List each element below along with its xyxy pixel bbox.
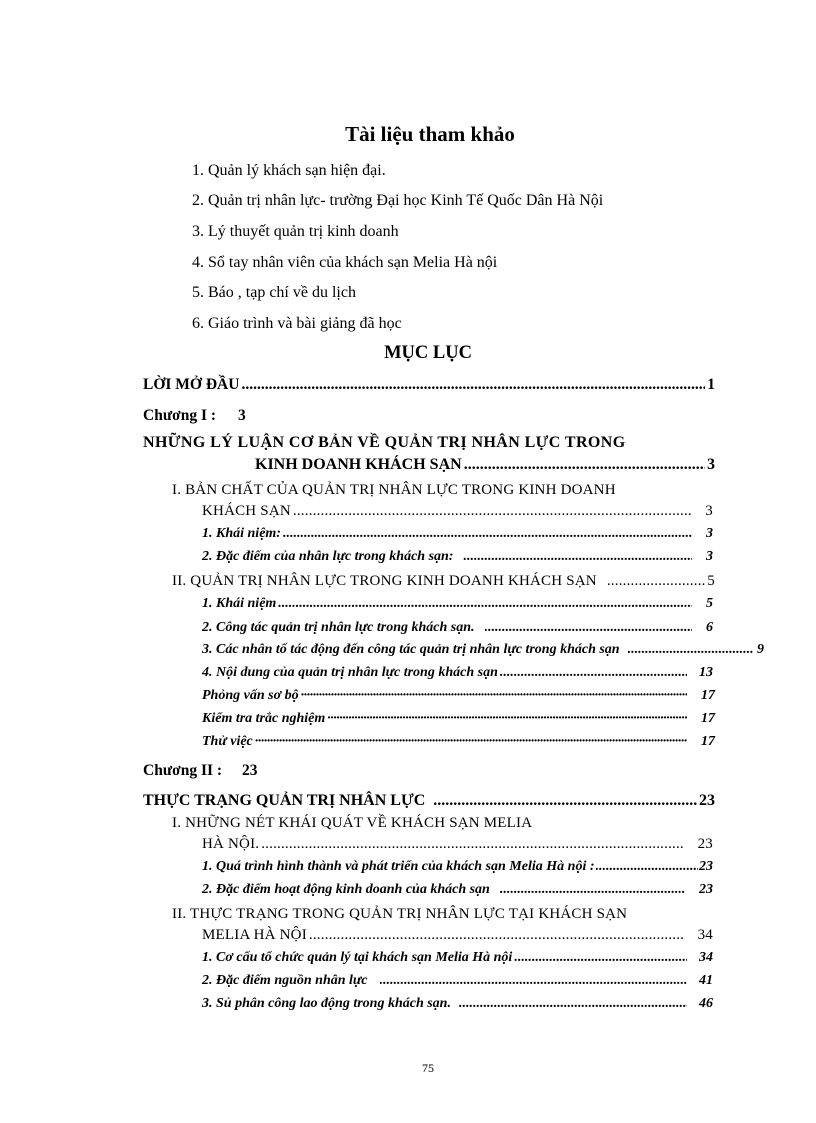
references-title: Tài liệu tham khảo: [345, 122, 515, 146]
chapter-2-heading[interactable]: [143, 762, 258, 780]
toc-entry-page: 3: [705, 503, 713, 519]
dot-leader: [514, 950, 687, 966]
toc-entry-page: 1: [707, 376, 715, 393]
toc-entry-label: Thử việc: [202, 734, 253, 749]
dot-leader: [628, 642, 753, 658]
toc-entry-page: 9: [757, 642, 764, 657]
dot-leader: [433, 792, 697, 810]
toc-entry-label: 4. Nội dung của quản trị nhân lực trong khách sạn: [202, 665, 498, 680]
toc-entry-page: 6: [706, 620, 713, 635]
chapter-2-section-1[interactable]: [202, 836, 713, 853]
reference-item: 3. Lý thuyết quản trị kinh doanh: [192, 223, 399, 240]
chapter-1-title-line1: NHỮNG LÝ LUẬN CƠ BẢN VỀ QUẢN TRỊ NHÂN LỰC TRONG: [143, 434, 626, 451]
chapter-1-title-line2[interactable]: [255, 456, 715, 474]
chapter-2-title[interactable]: [143, 792, 715, 810]
dot-leader: [459, 996, 687, 1012]
toc-entry-label: II. QUẢN TRỊ NHÂN LỰC TRONG KINH DOANH KHÁCH SẠN: [172, 573, 597, 589]
toc-entry-label: 1. Quá trình hình thành và phát triển của khách sạn Melia Hà nội :: [202, 859, 595, 874]
toc-entry-page: 46: [699, 996, 713, 1011]
toc-entry-page: 23: [699, 792, 715, 809]
toc-entry-label: KHÁCH SẠN: [202, 503, 291, 519]
toc-entry[interactable]: [202, 620, 713, 636]
dot-leader: [241, 376, 705, 394]
dot-leader: [500, 665, 687, 681]
toc-entry-label: 2. Đặc điểm hoạt động kinh doanh của khách sạn: [202, 882, 490, 897]
toc-entry-page: 5: [706, 596, 713, 611]
reference-item: 4. Sổ tay nhân viên của khách sạn Melia Hà nội: [192, 254, 498, 271]
reference-item: 1. Quản lý khách sạn hiện đại.: [192, 162, 386, 179]
dot-leader: [309, 927, 684, 944]
chapter-1-section-1[interactable]: [202, 503, 713, 520]
dot-leader: [464, 456, 705, 474]
toc-entry-page: 17: [701, 711, 715, 726]
toc-entry-label: 3. Sủ phân công lao động trong khách sạn.: [202, 996, 451, 1011]
chapter-heading-label: Chương II :: [143, 762, 223, 779]
toc-entry[interactable]: [202, 596, 713, 612]
toc-entry[interactable]: [202, 882, 713, 898]
chapter-1-section-1-line1: I. BẢN CHẤT CỦA QUẢN TRỊ NHÂN LỰC TRONG KINH DOANH: [172, 482, 616, 498]
toc-entry-page: 3: [707, 456, 715, 473]
toc-entry-intro[interactable]: [143, 376, 715, 394]
toc-entry-label: LỜI MỞ ĐẦU: [143, 376, 240, 393]
dot-leader: [380, 973, 687, 989]
toc-entry-label: 1. Khái niệm: [202, 596, 277, 611]
reference-item: 2. Quản trị nhân lực- trường Đại học Kinh Tế Quốc Dân Hà Nội: [192, 192, 604, 209]
toc-entry-page: 17: [701, 688, 715, 703]
toc-entry[interactable]: [202, 642, 764, 658]
toc-entry-label: THỰC TRẠNG QUẢN TRỊ NHÂN LỰC: [143, 792, 426, 809]
toc-entry[interactable]: [202, 859, 713, 875]
reference-item: 6. Giáo trình và bài giảng đã học: [192, 315, 402, 332]
toc-entry-label: 1. Khái niệm:: [202, 526, 281, 541]
dot-leader: [261, 836, 683, 853]
toc-entry-label: 3. Các nhân tố tác động đến công tác quản trị nhân lực trong khách sạn: [202, 642, 620, 657]
toc-entry-page: 3: [706, 526, 713, 541]
chapter-2-section-2[interactable]: [202, 927, 713, 944]
toc-entry-page: 23: [699, 882, 713, 897]
toc-entry-label: 2. Công tác quản trị nhân lực trong khách sạn.: [202, 620, 475, 635]
toc-entry-page: 34: [699, 950, 713, 965]
toc-entry-page: 41: [699, 973, 713, 988]
chapter-1-heading[interactable]: [143, 407, 246, 425]
dot-leader: [596, 859, 699, 875]
toc-entry-label: Kiểm tra trắc nghiệm: [202, 711, 326, 726]
dot-leader: [463, 549, 692, 565]
chapter-heading-page: 23: [242, 762, 258, 779]
toc-entry-page: 34: [697, 927, 713, 943]
dot-leader: [327, 711, 687, 727]
toc-entry[interactable]: [202, 734, 715, 750]
toc-entry-page: 13: [699, 665, 713, 680]
toc-entry-page: 23: [697, 836, 713, 852]
toc-entry[interactable]: [202, 526, 713, 542]
chapter-heading-page: 3: [238, 407, 246, 424]
toc-entry[interactable]: [202, 549, 713, 565]
toc-title: MỤC LỤC: [384, 343, 472, 363]
page-number: 75: [422, 1061, 434, 1075]
toc-entry[interactable]: [202, 950, 713, 966]
toc-entry-label: HÀ NỘI.: [202, 836, 260, 852]
reference-item: 5. Báo , tạp chí về du lịch: [192, 284, 356, 301]
chapter-2-section-1-line1: I. NHỮNG NÉT KHÁI QUÁT VỀ KHÁCH SẠN MELIA: [172, 815, 533, 831]
dot-leader: [293, 503, 691, 520]
toc-entry-page: 5: [707, 573, 715, 589]
toc-entry-page: 17: [701, 734, 715, 749]
toc-entry-page: 23: [699, 859, 713, 874]
toc-entry[interactable]: [202, 996, 713, 1012]
toc-entry-label: 1. Cơ cấu tổ chức quản lý tại khách sạn Melia Hà nội: [202, 950, 513, 965]
toc-entry[interactable]: [202, 688, 715, 704]
chapter-heading-label: Chương I :: [143, 407, 217, 424]
toc-entry-label: MELIA HÀ NỘI: [202, 927, 307, 943]
dot-leader: [485, 620, 692, 636]
chapter-1-section-2[interactable]: [172, 573, 715, 590]
toc-entry[interactable]: [202, 711, 715, 727]
toc-entry-label: KINH DOANH KHÁCH SẠN: [255, 456, 462, 473]
toc-entry-label: Phỏng vấn sơ bộ: [202, 688, 299, 703]
dot-leader: [607, 573, 705, 590]
chapter-2-section-2-line1: II. THỰC TRẠNG TRONG QUẢN TRỊ NHÂN LỰC TẠI KHÁCH SẠN: [172, 906, 628, 922]
dot-leader: [283, 526, 692, 542]
toc-entry-label: 2. Đặc điểm của nhân lực trong khách sạn:: [202, 549, 454, 564]
dot-leader: [255, 734, 687, 750]
dot-leader: [301, 688, 687, 704]
toc-entry[interactable]: [202, 973, 713, 989]
toc-entry[interactable]: [202, 665, 713, 681]
toc-entry-page: 3: [706, 549, 713, 564]
toc-entry-label: 2. Đặc điểm nguồn nhân lực: [202, 973, 368, 988]
dot-leader: [500, 882, 685, 898]
dot-leader: [278, 596, 692, 612]
